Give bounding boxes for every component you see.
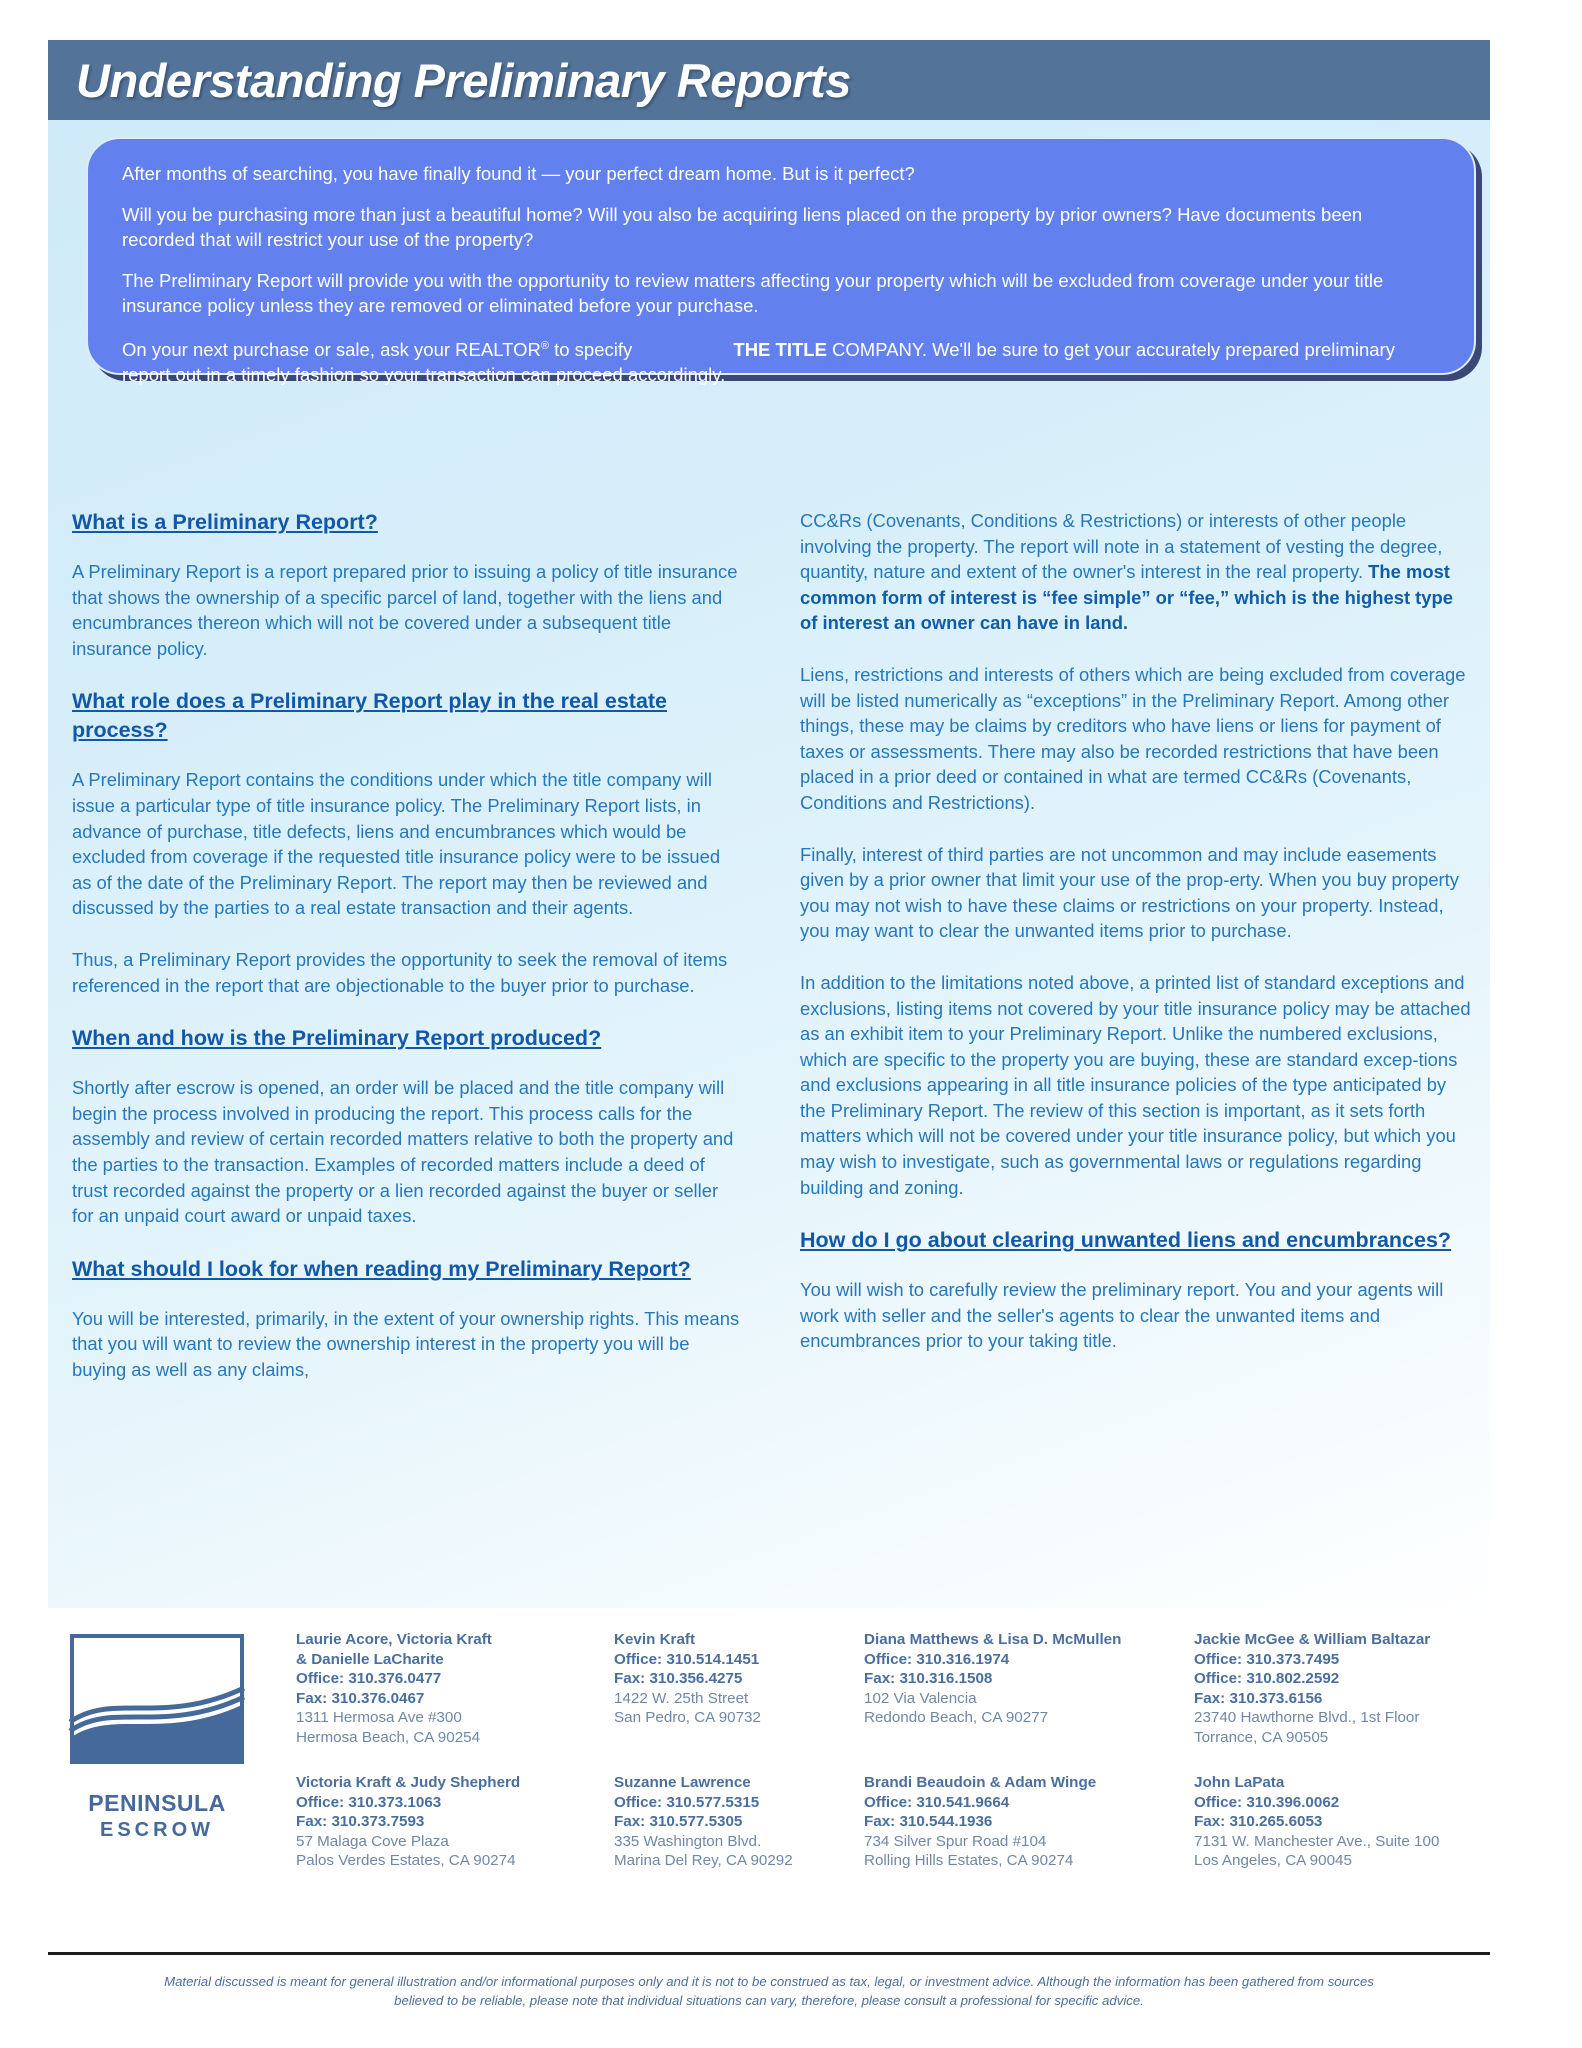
contact-address: 57 Malaga Cove Plaza xyxy=(296,1832,449,1850)
contact-card xyxy=(864,1630,1194,1747)
logo-company-sub: ESCROW xyxy=(100,1819,214,1841)
intro-paragraph-3: The Preliminary Report will provide you with the opportunity to review matters affecting your property which will be excluded from coverage under your title insurance policy unless they are removed or eliminated before your purchase. xyxy=(122,270,1384,316)
contact-address: 23740 Hawthorne Blvd., 1st Floor xyxy=(1194,1709,1420,1726)
contact-address: 335 Washington Blvd. xyxy=(614,1832,762,1850)
left-paragraph-4: Shortly after escrow is opened, an order will be placed and the title company will begin the process involved in producing the report. This process calls for the assembly and review of certain recorded matters relative to both the property and the parties to the transaction. Examples of recorded matters include a deed of trust recorded against the property or a lien recorded against the buyer or seller for an unpaid court award or unpaid taxes. xyxy=(72,1077,734,1227)
contact-name: Kevin Kraft xyxy=(614,1631,696,1648)
right-paragraph-1 xyxy=(800,508,1472,636)
contact-phone: Office: 310.373.7495 xyxy=(1194,1650,1340,1668)
contact-phone: Office: 310.396.0062 xyxy=(1194,1793,1340,1811)
heading-clearing-unwanted-liens: How do I go about clearing unwanted liens and encumbrances? xyxy=(800,1228,1452,1253)
right-text-column xyxy=(800,508,1472,1380)
left-paragraph-5: You will be interested, primarily, in the extent of your ownership rights. This means that you will want to review the ownership interest in the property you will be buying as well as any claims, xyxy=(72,1307,740,1380)
page-title: Understanding Preliminary Reports xyxy=(76,53,851,107)
contact-address: 734 Silver Spur Road #104 xyxy=(864,1832,1047,1850)
heading-role-in-real-estate-process: What role does a Preliminary Report play in the real estate process? xyxy=(72,689,668,743)
contact-phone: Office: 310.514.1451 xyxy=(614,1650,760,1668)
peninsula-wave-logo-icon xyxy=(68,1630,246,1780)
contact-address: 7131 W. Manchester Ave., Suite 100 xyxy=(1194,1832,1440,1850)
document-title-bar xyxy=(48,40,1490,120)
contact-phone: Fax: 310.265.6053 xyxy=(1194,1813,1323,1830)
contact-phone: Fax: 310.544.1936 xyxy=(864,1813,993,1830)
contact-address: Rolling Hills Estates, CA 90274 xyxy=(864,1852,1074,1869)
left-paragraph-1: A Preliminary Report is a report prepared prior to issuing a policy of title insurance that shows the ownership of a specific parcel of land, together with the liens and encumbrances thereon which will not be covered under a subsequent title insurance policy. xyxy=(72,561,738,659)
legal-disclaimer: Material discussed is meant for general illustration and/or informational purposes only and it is not to be construed as tax, legal, or investment advice. Although the information has been gathered from sources believed to be reliable, please note that individual situations can vary, therefore, please consult a professional for specific advice. xyxy=(164,1974,1374,2008)
contact-address: Hermosa Beach, CA 90254 xyxy=(296,1728,481,1746)
intro-specify-text: to specify xyxy=(548,339,638,361)
right-paragraph-3: Finally, interest of third parties are not uncommon and may include easements given by a prior owner that limit your use of the prop-erty. When you buy property you may not wish to have these claims or restrictions on your property. Instead, you may want to clear the unwanted items prior to purchase. xyxy=(800,843,1459,942)
contacts-grid xyxy=(296,1630,1486,1871)
contact-name: John LaPata xyxy=(1194,1774,1285,1791)
contact-address: 1422 W. 25th Street xyxy=(614,1689,749,1707)
contact-phone: Office: 310.316.1974 xyxy=(864,1650,1010,1668)
company-logo xyxy=(68,1630,266,1842)
contact-phone: Office: 310.541.9664 xyxy=(864,1793,1010,1811)
contact-address: San Pedro, CA 90732 xyxy=(614,1709,761,1726)
contact-address: 102 Via Valencia xyxy=(864,1689,977,1707)
contact-phone: Fax: 310.577.5305 xyxy=(614,1813,743,1830)
title-company-emphasis: THE TITLE xyxy=(733,339,827,361)
contact-name: Jackie McGee & William Baltazar xyxy=(1194,1631,1431,1648)
left-text-column xyxy=(72,508,744,1408)
contact-name: Suzanne Lawrence xyxy=(614,1774,751,1791)
contact-address: Redondo Beach, CA 90277 xyxy=(864,1709,1049,1726)
left-paragraph-3: Thus, a Preliminary Report provides the opportunity to seek the removal of items referenced in the report that are objectionable to the buyer prior to purchase. xyxy=(72,948,728,996)
contact-address: 1311 Hermosa Ave #300 xyxy=(296,1709,462,1726)
contact-address: Marina Del Rey, CA 90292 xyxy=(614,1852,793,1869)
contact-phone: Fax: 310.376.0467 xyxy=(296,1689,425,1707)
contact-phone: Fax: 310.373.7593 xyxy=(296,1813,425,1830)
contact-name: Diana Matthews & Lisa D. McMullen xyxy=(864,1631,1122,1648)
contact-name: Victoria Kraft & Judy Shepherd xyxy=(296,1774,521,1791)
heading-what-is-preliminary-report: What is a Preliminary Report? xyxy=(72,510,378,534)
contact-address: Palos Verdes Estates, CA 90274 xyxy=(296,1852,516,1869)
intro-paragraph-2: Will you be purchasing more than just a beautiful home? Will you also be acquiring liens placed on the property by prior owners? Have documents been recorded that will restrict your use of the property? xyxy=(122,204,1363,250)
contact-card xyxy=(614,1773,864,1871)
contact-name: Laurie Acore, Victoria Kraft xyxy=(296,1631,492,1648)
contact-card xyxy=(864,1773,1194,1871)
fee-simple-emphasis: The most common form of interest is “fee simple” or “fee,” which is the highest type of interest an owner can have in land. xyxy=(800,561,1453,634)
footer-contacts-section xyxy=(48,1608,1490,1888)
contact-phone: Office: 310.376.0477 xyxy=(296,1670,442,1687)
contact-phone: Office: 310.802.2592 xyxy=(1194,1670,1340,1687)
registered-mark-icon: ® xyxy=(540,340,549,352)
contact-phone: Fax: 310.373.6156 xyxy=(1194,1689,1323,1707)
intro-paragraph-4 xyxy=(122,334,1440,387)
contact-card xyxy=(296,1773,614,1871)
contact-phone: Office: 310.373.1063 xyxy=(296,1793,442,1811)
contact-card xyxy=(1194,1630,1486,1747)
intro-paragraph-1: After months of searching, you have finally found it — your perfect dream home. But is it perfect? xyxy=(122,163,915,184)
contact-phone: & Danielle LaCharite xyxy=(296,1650,444,1668)
contact-address: Los Angeles, CA 90045 xyxy=(1194,1852,1352,1869)
contact-card xyxy=(614,1630,864,1747)
contact-card xyxy=(1194,1773,1486,1871)
heading-what-to-look-for: What should I look for when reading my Preliminary Report? xyxy=(72,1256,691,1281)
intro-realtor-text: On your next purchase or sale, ask your REALTOR xyxy=(122,339,541,361)
right-paragraph-5: You will wish to carefully review the preliminary report. You and your agents will work with seller and the seller's agents to clear the unwanted items and encumbrances prior to your taking title. xyxy=(800,1279,1444,1352)
footer-divider xyxy=(48,1952,1490,1955)
contact-phone: Fax: 310.356.4275 xyxy=(614,1670,743,1687)
contact-phone: Fax: 310.316.1508 xyxy=(864,1670,993,1687)
contact-address: Torrance, CA 90505 xyxy=(1194,1728,1329,1746)
contact-name: Brandi Beaudoin & Adam Winge xyxy=(864,1774,1097,1791)
contact-phone: Office: 310.577.5315 xyxy=(614,1793,760,1811)
heading-when-and-how-produced: When and how is the Preliminary Report produced? xyxy=(72,1026,602,1051)
contact-card xyxy=(296,1630,614,1747)
right-paragraph-4: In addition to the limitations noted above, a printed list of standard exceptions and exclusions, listing items not covered by your title insurance policy may be attached as an exhibit item to your Preliminary Report. Unlike the numbered exclusions, which are specific to the property you are buying, these are standard excep-tions and exclusions appearing in all title insurance policies of the type anticipated by the Preliminary Report. The review of this section is important, as it sets forth matters which will not be covered under your title insurance policy, but which you may wish to investigate, such as governmental laws or regulations regarding building and zoning. xyxy=(800,971,1471,1198)
right-paragraph-2: Liens, restrictions and interests of others which are being excluded from coverage will be listed numerically as “exceptions” in the Preliminary Report. Among other things, these may be claims by creditors who have liens or liens for payment of taxes or assessments. There may also be recorded restrictions that have been placed in a prior deed or contained in what are termed CC&Rs (Covenants, Conditions and Restrictions). xyxy=(800,663,1466,813)
logo-company-name: PENINSULA xyxy=(88,1790,226,1816)
intro-callout xyxy=(86,137,1476,386)
left-paragraph-2: A Preliminary Report contains the conditions under which the title company will issue a particular type of title insurance policy. The Preliminary Report lists, in advance of purchase, title defects, liens and encumbrances which would be excluded from coverage if the requested title insurance policy were to be issued as of the date of the Preliminary Report. The report may then be reviewed and discussed by the parties to a real estate transaction and their agents. xyxy=(72,769,721,919)
intro-closing-text: COMPANY. We'll be sure to get your accurately prepared preliminary report out in a timely fashion so your transaction can proceed accordingly. xyxy=(122,339,1395,386)
right-paragraph-1-text: CC&Rs (Covenants, Conditions & Restrictions) or interests of other people involving the property. The report will note in a statement of vesting the degree, quantity, nature and extent of the owner's interest in the real property. xyxy=(800,510,1443,583)
